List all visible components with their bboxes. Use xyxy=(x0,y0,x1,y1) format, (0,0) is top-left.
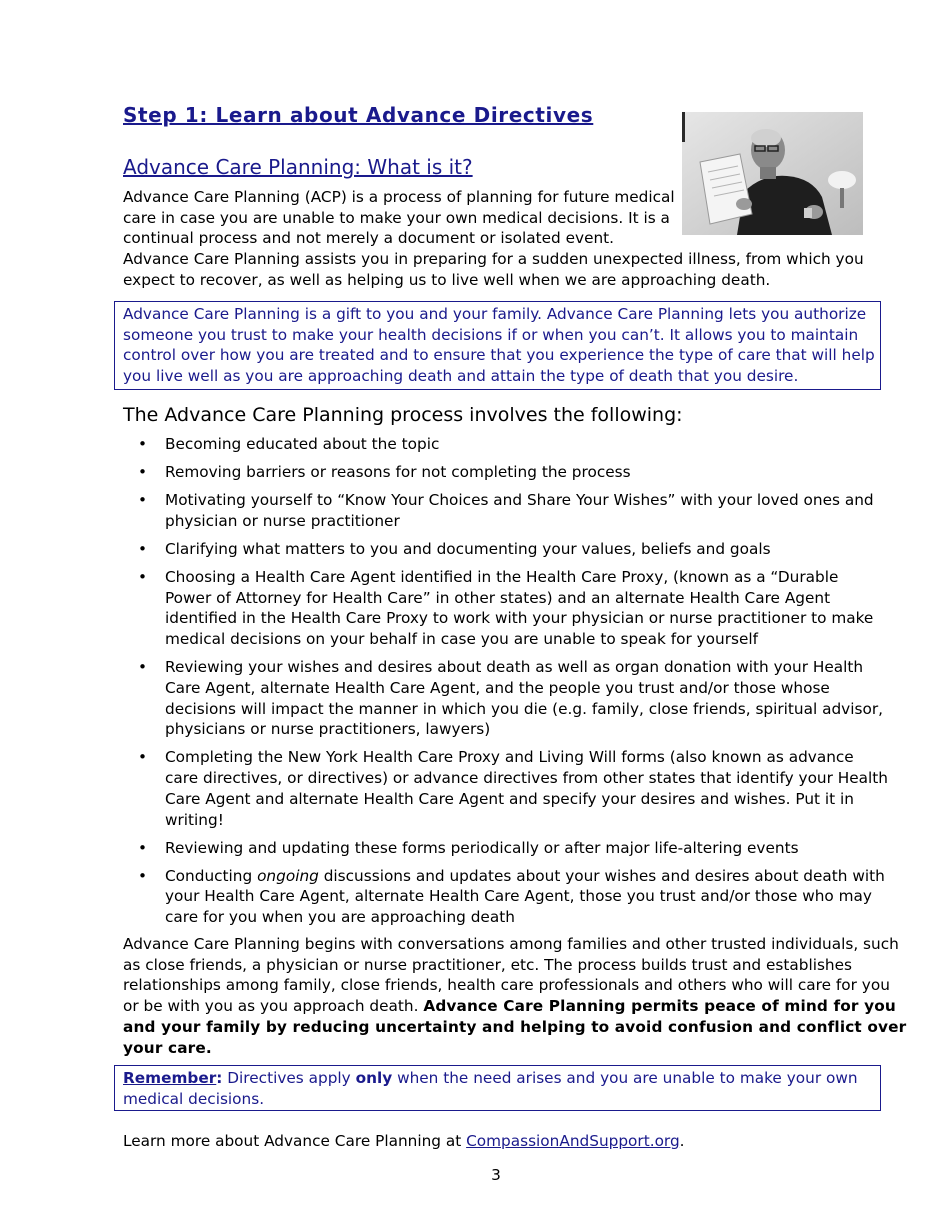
emphasis-ongoing: ongoing xyxy=(257,866,319,885)
remember-text: Directives apply xyxy=(222,1069,356,1087)
bullet-line: Care Agent, alternate Health Care Agent, and the people you trust and/or those whose xyxy=(165,678,830,697)
closing-bold-line: your care. xyxy=(123,1038,212,1057)
page-number: 3 xyxy=(491,1166,501,1184)
bullet-line: medical decisions on your behalf in case you are unable to speak for yourself xyxy=(165,630,759,649)
intro-line: continual process and not merely a document or isolated event. xyxy=(123,229,615,248)
callout-line: you live well as you are approaching death and attain the type of death that you desire. xyxy=(123,367,799,386)
bullet-line: physicians or nurse practitioners, lawyers) xyxy=(165,720,491,739)
bullet-text: discussions and updates about your wishes and desires about death with xyxy=(318,866,885,885)
closing-bold-line: and your family by reducing uncertainty and helping to avoid confusion and conflict over xyxy=(123,1017,907,1036)
remember-colon: : xyxy=(216,1069,223,1087)
learn-more-text: Learn more about Advance Care Planning at xyxy=(123,1132,467,1150)
bullet-line: Choosing a Health Care Agent identified in the Health Care Proxy, (known as a “Durable xyxy=(165,568,839,587)
intro-line: care in case you are unable to make your own medical decisions. It is a xyxy=(123,208,670,227)
bullet-item xyxy=(123,539,883,560)
intro-line: Advance Care Planning assists you in preparing for a sudden unexpected illness, from which you xyxy=(123,250,864,269)
bullet-line: care for you when you are approaching death xyxy=(165,908,515,927)
bullet-item xyxy=(123,462,883,483)
bullet-marker: • xyxy=(138,539,148,558)
remember-only-bold: only xyxy=(355,1069,393,1087)
closing-paragraph xyxy=(123,934,907,1058)
remember-line: medical decisions. xyxy=(123,1089,265,1108)
bullet-line: Completing the New York Health Care Proxy and Living Will forms (also known as advance xyxy=(165,748,854,767)
callout-line: someone you trust to make your health decisions if or when you can’t. It allows you to maintain xyxy=(123,325,859,344)
remember-label: Remember xyxy=(123,1069,217,1087)
learn-more-period: . xyxy=(679,1132,685,1150)
bullet-line: Removing barriers or reasons for not completing the process xyxy=(165,463,631,482)
section-heading-what-is-acp: Advance Care Planning: What is it? xyxy=(123,155,473,179)
bullet-item xyxy=(123,490,883,531)
closing-line xyxy=(123,996,896,1017)
bullet-line: Care Agent and alternate Health Care Agent and specify your desires and wishes. Put it in xyxy=(165,789,854,808)
bullet-line: Reviewing and updating these forms periodically or after major life-altering events xyxy=(165,838,799,857)
remember-text: when the need arises and you are unable to make your own xyxy=(392,1069,858,1087)
bullet-item xyxy=(123,567,883,650)
intro-line: expect to recover, as well as helping us to live well when we are approaching death. xyxy=(123,270,771,289)
bullet-marker: • xyxy=(138,568,148,587)
bullet-line: care directives, or directives) or advance directives from other states that identify your Health xyxy=(165,769,889,788)
bullet-marker: • xyxy=(138,491,148,510)
intro-paragraph xyxy=(123,187,868,291)
bullet-line: Power of Attorney for Health Care” in other states) and an alternate Health Care Agent xyxy=(165,588,831,607)
bullet-marker: • xyxy=(138,866,148,885)
bullet-line: Motivating yourself to “Know Your Choices and Share Your Wishes” with your loved ones and xyxy=(165,491,874,510)
bullet-line xyxy=(165,866,883,887)
step-title: Step 1: Learn about Advance Directives xyxy=(123,103,594,127)
compassion-and-support-link[interactable]: CompassionAndSupport.org xyxy=(466,1132,680,1150)
bullet-marker: • xyxy=(138,463,148,482)
bullet-line: your Health Care Agent, alternate Health Care Agent, those you trust and/or those who may xyxy=(165,887,872,906)
closing-line: Advance Care Planning begins with conversations among families and other trusted individuals, such xyxy=(123,935,899,953)
gift-callout-box xyxy=(114,301,881,390)
process-bullet-list xyxy=(123,434,889,935)
bullet-marker: • xyxy=(138,838,148,857)
bullet-text: Conducting xyxy=(165,866,258,885)
bullet-marker: • xyxy=(138,658,148,677)
bullet-marker: • xyxy=(138,748,148,767)
bullet-line: writing! xyxy=(165,810,224,829)
learn-more-line xyxy=(123,1131,685,1152)
intro-line: Advance Care Planning (ACP) is a process of planning for future medical xyxy=(123,188,675,206)
process-heading: The Advance Care Planning process involves the following: xyxy=(123,404,683,426)
bullet-item xyxy=(123,657,883,740)
closing-line: relationships among family, close friends, health care professionals and others who will care for you xyxy=(123,976,890,995)
bullet-line: Reviewing your wishes and desires about death as well as organ donation with your Health xyxy=(165,658,864,677)
closing-bold-text: Advance Care Planning permits peace of mind for you xyxy=(423,997,896,1016)
callout-line: control over how you are treated and to ensure that you experience the type of care that will help xyxy=(123,346,875,365)
bullet-line: decisions will impact the manner in which you die (e.g. family, close friends, spiritual advisor, xyxy=(165,699,883,718)
remember-callout-box xyxy=(114,1065,881,1111)
bullet-line: Becoming educated about the topic xyxy=(165,435,440,453)
bullet-item-ongoing xyxy=(123,866,883,928)
bullet-line: Clarifying what matters to you and documenting your values, beliefs and goals xyxy=(165,539,771,558)
bullet-item xyxy=(123,747,889,830)
closing-text: or be with you as you approach death. xyxy=(123,997,424,1016)
closing-line: as close friends, a physician or nurse practitioner, etc. The process builds trust and establishes xyxy=(123,955,853,974)
bullet-item xyxy=(123,434,883,455)
bullet-line: physician or nurse practitioner xyxy=(165,511,400,530)
bullet-line: identified in the Health Care Proxy to work with your physician or nurse practitioner to make xyxy=(165,609,874,628)
bullet-item xyxy=(123,838,883,859)
bullet-marker: • xyxy=(138,435,148,453)
remember-line xyxy=(123,1068,872,1089)
callout-line: Advance Care Planning is a gift to you and your family. Advance Care Planning lets you authorize xyxy=(123,305,867,323)
